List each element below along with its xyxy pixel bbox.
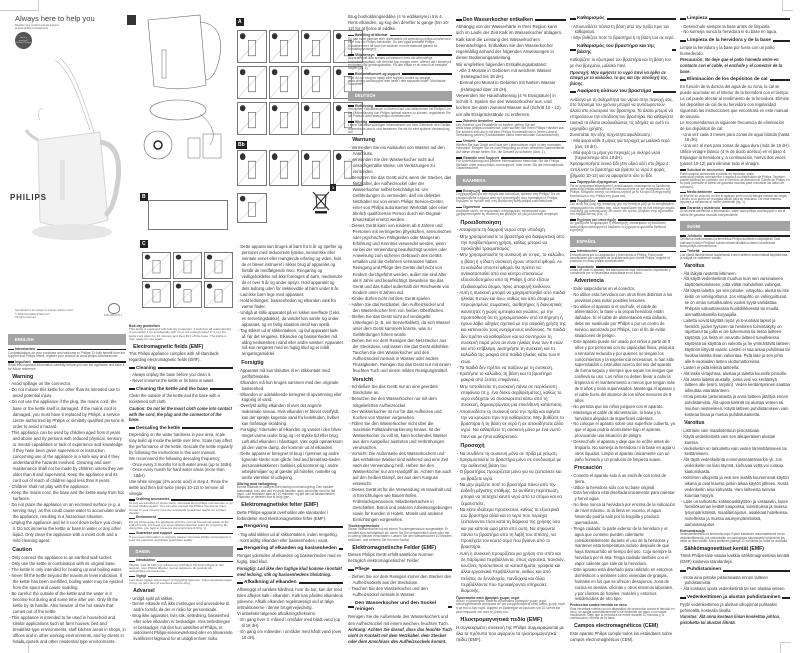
small-print: Congratulations on your purchase and welcome to Philips! To fully benefit from the support that Philips offers, register your product at www.philips.com/welcome. — [8, 350, 126, 359]
small-print: Herzlichen Glückwunsch zu Ihrem Kauf und willkommen bei Philips! Um die Unterstützung von Philips optimal nutzen zu können, registrieren Sie Ihr Produkt unter www.philips.com/welcome. — [348, 107, 451, 119]
small-print: Συγχαρητήρια για την αγορά σας και καλώς ορίσατε στη Philips! Για να επωφεληθείτε πλήρως από την υποστήριξη που προσφέρει η Philips, δηλώστε το προϊόν σας στη διεύθυνση www.philips.com/welcome. — [456, 192, 560, 204]
list-item: - Apparatet må kun tilsluttes til en stikkontakt med jordforbindelse. — [237, 368, 343, 380]
list-item: - Desenchufe siempre la base antes de limpiarla. — [680, 24, 790, 30]
list-item: - Μην χρησιμοποιείτε το βραστήρα για διαφορετική από την προβλεπόμενη χρήση, καθώς μπορεί να προκληθεί τραυματισμός. — [456, 234, 566, 253]
paragraph: Η συγκεκριμένη συσκευή της Philips συμμορφώνεται με όλα τα πρότυπα που αφορούν τα ηλεκτρομαγνητικά πεδία (EMF). — [456, 624, 564, 643]
list-item: - Mantenga el cable de alimentación, la base y la hervidora alejados de superficies calientes. — [570, 410, 676, 422]
list-item: - Να είστε ιδιαίτερα προσεκτικοί, καθώς τα εξωτερικά του βραστήρα αλλά και το νερό που περιέχει ζεσταίνονται τόσο κατά τη διάρκεια της χρήσης όσο και για κάποια ώρα μετά από αυτή. Να σηκώνετε πάντα το βραστήρα από τη λαβή του. Επίσης, να προσέχετε τον καυτό ατμό που βγαίνει από το βραστήρα. — [456, 507, 566, 551]
usage-step-pictogram — [301, 102, 331, 135]
list-item: - Brug ikke apparatet, hvis stik, netledning, basisenhed eller selve elkanden er beskadiget. Hvis netledningen er beskadiget, må den kun udskiftes af Philips, et autoriseret Philips-serviceværksted eller en tilsvarende kvalificeret fagmand for at undgå enhver risiko. — [129, 613, 233, 642]
caution-note: Varoitus: Älä anna kostean liinan koskettaa johtoa, pistoketta tai alustan liitintä. — [680, 614, 780, 626]
list-item: - Do not place the appliance on an enclosed surface (e.g. a serving tray), as this could cause water to accumulate under the appliance, resulting in a hazardous situation. — [8, 502, 126, 520]
list-item: - Dette apparat er beregnet til brug i hjemmet og andre lignende steder som gårde, bed and breakfast-steder, personalekøkkener i butikker, på kontorer og i andre arbejdsmiljøer og af gæster på hoteller, moteller og andre værelser til udlejning. — [237, 451, 343, 481]
list-item: - Utilice la hervidora sólo con su base original. — [570, 485, 676, 491]
language-header: ESPAÑOL — [570, 236, 676, 247]
paragraph: Brug husholdningseddike (4 % eddikesyre) i trin 4. Rens elkanden, og kog den derefter to gange (trin 10-12) for at fjerne al eddike. — [348, 14, 450, 32]
philips-shield-icon — [108, 303, 120, 314]
doc-code: 4222.005.0175.1 — [104, 314, 122, 317]
section-heading: Eliminación de los depósitos de cal — [680, 77, 790, 83]
subheading: Ηλεκτρομαγνητικά πεδία (EMF) — [460, 616, 543, 623]
subheading: Electromagnetic fields (EMF) — [133, 343, 204, 350]
section-heading: Limpieza de la hervidora y de la base — [680, 38, 790, 44]
section-heading-small: Εισαγωγή — [456, 189, 566, 193]
small-heading: Kiehumissuoja — [680, 529, 705, 534]
small-print: Für Unterstützung und weitere Informationen besuchen Sie die Philips Website unter www.philips.com/support, oder lesen Sie die internationale Garantieschrift. — [456, 159, 564, 171]
paragraph: Abhängig von der Wasserhärte in Ihrer Region kann sich im Laufe der Zeit Kalk im Wasserkocher ablagern. Kalk kann die Leistung des Wasserkochers beeinträchtigen. Entkalken Sie den Wasserkocher regelmäßig anhand der folgenden Anweisungen in dieser Bedienungsanleitung. — [456, 24, 563, 61]
list-item: - Tenga cuidado: la parte exterior de la hervidora y el agua que contiene pueden calentarse considerablemente durante el uso de la hervidora y mantener esta temperatura incluso después de que haya transcurrido un tiempo del uso. Coja siempre la hervidora por el asa. Tenga cuidado también con el vapor caliente que sale de la hervidora. — [570, 526, 676, 567]
descaling-step-pictogram — [269, 150, 299, 186]
section-heading-small: Einführung — [348, 104, 452, 108]
list-item: - Forsigtig: Ydersiden af elkanden og vandet i den bliver meget varme under brug og i et stykke tid efter brug. Løft altid elkanden i håndtaget. Vær også opmærksom på den varme damp, der kommer ud af elkanden. — [237, 427, 343, 451]
usage-step-pictogram — [269, 30, 299, 63]
section-heading: Den Wasserkocher und den Sockel reinigen — [348, 601, 452, 614]
paragraph: Clean the outside of the kettle and the base with a moistened soft cloth. — [129, 393, 220, 405]
usage-step-pictogram — [269, 102, 299, 135]
paragraph: Καθαρίζετε το εξωτερικό του βραστήρα και τη βάση του με ένα βρεγμένο, μαλακό πανί. — [570, 56, 671, 68]
crop-mark — [28, 0, 39, 11]
list-item: - Dette apparat kan bruges af børn fra 8 år og opefter og personer med reducerede fysiske, sensoriske eller mentale evner eller manglende erfaring og viden, hvis de er blevet instrueret i sikker brug af apparatet og forstår de medfølgende risici. Rengøring og vedligeholdelse må ikke foretages af børn, medmindre de er over 8 år og under opsyn. Hold apparatet og dets ledning uden for rækkevidde af børn under 8 år. — [237, 244, 343, 292]
small-print: Um Zubehör und Ersatzteile zu kaufen, gehen Sie auf www.shop.philips.com/service, oder suchen Sie Ihren Philips Händler auf. Sie können sich auch mit dem Philips Kundendienst in Ihrem Land in Verbindung setzen (Kontaktdaten siehe internationale Garantieschrift). — [456, 122, 565, 138]
section-heading-small: Garantía y asistencia — [680, 206, 790, 210]
language-header: ENGLISH — [8, 334, 126, 345]
column-dansk-deutsch — [348, 14, 452, 646]
list-item: - No llene nunca la hervidora por encima de la indicación de nivel máximo. Si la llena en exceso, el agua hirviendo podría salir por la boquilla y producir quemaduras. — [570, 502, 676, 526]
section-heading: Vedenkeittimen ja alustan puhdistaminen — [680, 595, 790, 601]
section-heading-small: Important — [8, 360, 126, 364]
figure-label-1: 1 — [332, 185, 335, 190]
subheading: Προειδοποίηση — [460, 219, 502, 226]
list-item: - Benutzen Sie das Gerät nicht, wenn der Stecker, das Netzkabel, der Aufheizsockel oder der Wasserkocher selbst beschädigt ist. Um Gefährdungen zu vermeiden, darf ein defektes Netzkabel nur von einem Philips Service-Center, einer von Philips autorisierten Werkstatt oder einer ähnlich qualifizierten Person durch ein Original-Ersatzkabel ersetzt werden. — [348, 175, 452, 223]
section-heading-small: Σημαντικό — [456, 205, 566, 209]
paragraph: Reinigen Sie die Außenseite des Wasserkochers und den Aufheizsockel mit einem weichen, feuchten Tuch. — [348, 614, 449, 626]
small-print: Al final de su vida útil, no tire el aparato junto con la basura normal del hogar. Llévelo a un punto de recogida oficial para su reciclado. De esta manera, ayudará a conservar el medio ambiente (fig. 1). — [680, 193, 788, 205]
list-item: - Κρατήστε το καλώδιο, τη βάση και το βραστήρα μακριά από ζεστές επιφάνειες. — [456, 371, 566, 384]
small-print: To buy accessories or spare parts, visit www.shop.philips.com/service or go to your Philips dealer. You can also contact the Philips Consumer Care Center in your country (see the worldwide guarantee leaflet for contact details). — [129, 501, 233, 515]
column-espanol-suomi — [680, 14, 790, 627]
list-item: - This appliance can be used by children aged from 8 years and above and by persons with reduced physical, sensory or mental capabilities or lack of experience and knowledge if they have been given supervision or instruction concerning use of the appliance in a safe way and if they understand the hazards involved. Cleaning and user maintenance shall not be made by children unless they are older than 8 and supervised. Keep the appliance and its cord out of reach of children aged less than 8 years. — [8, 430, 126, 484]
list-item: - Children shall not play with the appliance. — [8, 484, 126, 490]
subheading: Caution — [12, 546, 32, 553]
section-heading-small: Περιβάλλον — [570, 199, 676, 203]
list-item: - This appliance is intended to be used in household and similar applications such as farm houses, bed and breakfast-type environments, staff kitchen areas in shops, in offices and in other working environments, and by clients in hotels, motels and other residential type environments. — [8, 615, 126, 645]
spec-line: © 2016 Koninklijke Philips N.V. — [15, 312, 51, 316]
list-item: - Avoid spillage on the connector. — [8, 381, 126, 387]
list-item: - Αποφύγετε τη διαρροή νερού στην υποδοχή. — [456, 227, 566, 233]
paragraph: Ανάλογα με τη σκληρότητα του νερού στην περιοχή σας, στο πέρασμα του χρόνου μπορεί να συσσωρευτούν άλατα στο εσωτερικό του βραστήρα. Τα άλατα μπορεί να επηρεάσουν την απόδοση του βραστήρα. Να καθαρίζετε τακτικά τα άλατα ακολουθώντας τις οδηγίες σε αυτό το εγχειρίδιο χρήσης. — [570, 96, 674, 131]
list-item: - Vermeiden Sie ein Auslaufen von Wasser auf den Anschluss. — [348, 145, 452, 157]
list-item: - Unplug the appliance and let it cool down before you clean it. Do not immerse the kettle or base in water or any other liquid. Only clean the appliance with a moist cloth and a mild cleaning agent. — [8, 520, 126, 544]
subheading: Warnung — [352, 137, 376, 144]
list-item: - En gang om måneden i områder med hårdt vand (over 18 dH). — [237, 629, 343, 641]
subheading: Vorsicht — [352, 376, 374, 383]
paragraph: Depending on the water hardness in your area, scale may build up inside the kettle over time. Scale may affect the performance of the kettle. Descale the kettle regularly by following the instructions in this user manual. — [129, 432, 233, 455]
setup-step-pictogram — [204, 281, 233, 308]
list-item: - Once every month for hard water areas (more than 18dH). — [129, 467, 233, 479]
help-badge[interactable] — [15, 32, 32, 49]
list-item: - Käytä vedenkeitintä vain sen alkuperäisen alustan kanssa. — [680, 434, 790, 446]
list-item: - Undgå spild på stikket. — [129, 596, 233, 602]
caution-note: Achtung: Achten Sie darauf, dass das feuchte Tuch nicht in Kontakt mit dem Netzkabel, dem Stecker oder dem Anschluss des Aufheizsockels kommt. — [348, 627, 452, 645]
paragraph: Vi anbefaler følgende afkalkningsfrekvens: — [237, 611, 316, 617]
small-print: Lesen Sie diese wichtigen Informationen vor dem Gebrauch des Geräts aufmerksam durch, und bewahren Sie sie für eine spätere Verwendung auf. — [348, 123, 450, 135]
paragraph: Le recomendamos la siguiente frecuencia de eliminación de los depósitos de cal: — [680, 119, 785, 131]
list-item: - Esta hervidora está diseñada únicamente para calentar y hervir agua. — [570, 490, 676, 502]
paragraph: Utilice vinagre blanco (4 % de ácido acético) en el paso 4. Enjuague la hervidora y, a continuación, hierva dos veces (pasos 10-12) para eliminar todo el vinagre. — [680, 149, 787, 166]
list-item: - Do not use the appliance if the plug, the mains cord, the base or the kettle itself is damaged. If the mains cord is damaged, you must have it replaced by Philips, a service centre authorized by Philips or similarly qualified persons in order to avoid a hazard. — [8, 399, 126, 429]
small-heading: Boil-dry protection — [129, 324, 160, 329]
small-print: Διαβάστε αυτές τις σημαντικές πληροφορίες προσεκτικά πριν χρησιμοποιήσετε τη συσκευή και φυλάξτε τις για μελλοντική αναφορά. — [456, 208, 559, 217]
list-item: - Ziehen Sie vor dem Reinigen immer den Stecker des Aufheizsockels aus der Steckdose. — [348, 574, 452, 586]
small-print: Tillykke med dit køb, og velkommen til Philips! Få fuldt udbytte af den support, som Philips tilbyder, ved at registrere dit produkt på www.philips.com/welcome. — [129, 562, 225, 574]
list-item: - Laite on tarkoitettu kotitalouskäyttöön ja vastaaviin, kuten henkilökunnan keittiöt kaupoissa, toimistoissa ja muissa työympäristöissä, maatilamajoitus, asiakkaat hotelleissa, motelleissa ja muissa asuinympäristöissä, aamiaismajoitus. — [680, 499, 790, 528]
column-english-dansk — [129, 323, 233, 642]
section-heading: Cleaning — [129, 365, 233, 371]
section-heading-small: Introduction — [8, 347, 126, 351]
list-item: - Einmal pro Monat in Gebieten mit hartem Wasser (Härtegrad über 18 dH). — [456, 80, 566, 93]
list-item: - Μην βυθίζετε ποτέ το βραστήρα ή τη βάση του σε νερό. — [570, 35, 676, 41]
list-item: - No utilice esta hervidora con otros fines distintos a los previstos para evitar posibles lesiones. — [570, 292, 676, 304]
small-print: Do not throw away the appliance with the normal household waste at the end of its life, but hand it in at an official collection point for recycling. By doing this, you help to preserve the environment (Fig. 1). — [129, 519, 229, 531]
list-item: - Overfyld aldrig elkanden til over det angivne maksimale niveau. Hvis elkanden er blevet overfyldt, kan der sprøjte kogende vand fra kedeltuden, hvilket kan forårsage skoldning. — [237, 403, 343, 427]
caution-note: Προσοχή: Μην αφήσετε το υγρό πανί να έρθει σε επαφή με το καλώδιο, το φις και την υποδοχή της βάσης. — [570, 69, 667, 87]
figure-label-b: B — [142, 194, 146, 200]
small-print: Για να αγοράσετε εξαρτήματα ή ανταλλακτικά, επισκεφτείτε τη διεύθυνση www.shop.philips.com/service ή επικοινωνήστε με τον αντιπρόσωπο της Philips. Μπορείτε επίσης να επικοινωνήσετε με το Κέντρο Εξυπηρέτησης Καταναλωτών της Philips στη χώρα σας. — [570, 183, 672, 198]
small-print: Lue nämä tärkeät tiedot huolellisesti ennen laitteen ensimmäistä käyttökertaa ja säilytä ne vastaisen varalle. — [680, 252, 788, 261]
caution-note: Precaución: No deje que el paño húmedo entre en contacto con el cable, el enchufe y el conector de la base. — [680, 57, 783, 75]
paragraph: Este aparato Philips cumple todos los estándares sobre campos electromagnéticos (CEM). — [570, 630, 673, 642]
list-item: - Αποσυνδέστε τη συσκευή από την πρίζα και αφήστε την να κρυώσει πριν την καθαρίσετε. Μην βυθίζετε το βραστήρα ή τη βάση σε νερό ή σε οποιοδήποτε άλλο υγρό. Να καθαρίζετε τη συσκευή μόνο με ένα νωπό πανί και με ήπιο καθαριστικό. — [456, 409, 566, 440]
list-item: - Desenchufe el aparato y deje que se enfríe antes de limpiarlo. No sumerja la hervidora ni la base en agua u otros líquidos. Limpie el aparato únicamente con un paño húmedo y un producto de limpieza suave. — [570, 439, 676, 463]
list-item: - Tauchen Sie den Wasserkocher und den Aufheizsockel niemals in Wasser. — [348, 586, 452, 598]
caution-note: Caution: Do not let the moist cloth come into contact with the cord, the plug and the connector of the base. — [129, 405, 233, 423]
list-item: - Älä laske virtajohtoa, alustaa ja laitetta kuumille pinnoille. — [680, 371, 790, 377]
section-heading-small: Bestilling af tilbehør — [348, 33, 452, 37]
list-item: - Τα παιδιά δεν πρέπει να παίζουν με τη συσκευή. — [456, 365, 566, 371]
list-item: - Only connect the appliance to an earthed wall socket. — [8, 555, 126, 561]
usage-step-pictogram — [237, 66, 267, 99]
small-print: Para comprar accesorios o piezas de repuesto, visite www.shop.philips.com/service o acuda a su distribuidor de Philips. También puede ponerse en contacto con el Servicio de Atención al Cliente de Philips en su país (consulte el folleto de garantía mundial para encontrar los datos de contacto). — [680, 171, 790, 189]
list-item: - Vedenkeitin on tarkoitettu vain veden lämmittämiseen tai keittämiseen. — [680, 446, 790, 458]
subheading: Advarsel — [133, 588, 155, 595]
list-item: - Irrota pistoke pistorasiasta ja anna laitteen jäähtyä ennen puhdistamista. Älä upota keitintä tai alustaa veteen tai muuhun nesteeseen. Käytä laitteen puhdistamiseen vain kosteaa liinaa ja mietoa puhdistusainetta. — [680, 394, 790, 418]
list-item: - Dieses Gerät kann von Kindern ab 8 Jahren und Personen mit verringerten physischen, sensorischen oder psychischen Fähigkeiten oder Mangel an Erfahrung und Kenntnis verwendet werden, wenn sie bei der Verwendung beaufsichtigt wurden oder Anweisung zum sicheren Gebrauch des Geräts erhalten und die Gefahren verstanden haben. Reinigung und Pflege des Geräts darf nicht von Kindern durchgeführt werden, außer Sie sind älter als 8 Jahre und beaufsichtigt. Bewahren Sie das Gerät und das Kabel außerhalb der Reichweite von Kindern unter 8 Jahren auf. — [348, 223, 452, 295]
usage-step-pictogram — [301, 66, 331, 99]
setup-step-pictogram — [142, 281, 171, 308]
list-item: - En gang hver 3. måned i områder med blødt vand (op til 18 dH). — [237, 617, 343, 629]
subheading: Varoitus — [684, 420, 705, 427]
small-print: Denne elkande er udstyret med sikring mod tørkogning: Den slukker automatisk, hvis den ved et uheld tændes uden vand eller med for lidt vand. Lad elkanden køle af i 10 minutter, og løft den af basisenheden. Elkanden er derefter klar til brug igen. — [237, 485, 336, 500]
list-item: - Este aparato puede ser usado por niños a partir de 8 años y por personas con su capacidad física, psíquica o sensorial reducida y por quienes no tengan los conocimientos y la experiencia necesarios, si han sido supervisados o instruidos acerca del uso del aparato de forma segura y siempre que sepan los riesgos que conlleva su uso. Los niños no deben llevar a cabo la limpieza ni el mantenimiento a menos que tengan más de 8 años y sean supervisados. Mantenga el aparato y el cable fuera del alcance de los niños menores de 8 años. — [570, 339, 676, 404]
setup-step-pictogram — [173, 281, 202, 308]
small-print: This kettle is equipped with boil-dry protection: it switches off automatically if you switch it on accidentally with no or not enough water in it. Let the kettle cool down for 10 minutes and then lift it off the base. The kettle is then ready for use again. — [129, 327, 232, 341]
small-print: Antes de usar el aparato, lea atentamente esta información importante y consérvela por si necesitara consultarla en el futuro. — [570, 268, 671, 276]
section-heading-small: Guarantee and support — [129, 532, 233, 536]
section-heading: Αφαίρεση αλάτων του βραστήρα — [570, 89, 676, 95]
paragraph: Afhængigt af vandets hårdhed, hvor du bor, kan der med tiden aflejres kalk i elkanden. Kalk kan påvirke elkandens ydeevne. Afkalk elkanden regelmæssigt ved at følge instruktionerne i denne brugervejledning. — [237, 587, 343, 611]
list-item: - Be careful: the outside of the kettle and the water in it become hot during and some time after use. Only lift the kettle by its handle. Also beware of the hot steam that comes out of the kettle. — [8, 591, 126, 615]
list-item: - Lasten ei pidä leikkiä laitteella. — [680, 365, 790, 371]
kettle-photo — [10, 50, 130, 260]
section-heading-small: Εγγύηση και υποστήριξη — [570, 218, 676, 222]
section-heading-small: Ordering accessories — [129, 498, 233, 502]
spec-line: All rights reserved. — [15, 316, 37, 320]
section-heading-small: Zubehör bestellen — [456, 119, 566, 123]
crop-mark — [782, 0, 793, 11]
list-item: - Alle 3 Monate in Gebieten mit weichem Wasser (Härtegrad bis 18 dH). — [456, 68, 566, 81]
section-heading-small: Introducción — [570, 249, 676, 253]
section-heading: Limpieza — [680, 16, 790, 22]
list-item: - Ο βραστήρας προορίζεται μόνο για να ζεσταίνετε και να βράζετε νερό. — [456, 469, 566, 482]
list-item: - No coloque el aparato sobre una superficie cubierta, ya que el agua podría acumularse bajo el aparato, provocando una situación de peligro. — [570, 421, 676, 439]
list-item: - No utilice el aparato si el enchufe, el cable de alimentación, la base o la propia hervidora están dañados. Si el cable de alimentación está dañado, debe ser sustituido por Philips o por un centro de servicio autorizado por Philips, con el fin de evitar situaciones de peligro. — [570, 304, 676, 339]
small-heading: Προστασία από βρασμό χωρίς νερό — [456, 595, 520, 600]
list-item: - Stellen Sie das Gerät nicht auf versiegelte Unterlagen (z. B. ein Serviertablett), da sich Wasser unter dem Gerät sammeln könnte, was zu Gefährdungen führen würde. — [348, 314, 452, 338]
list-item: - Μία φορά κάθε 3 μήνες για περιοχές με μαλακό νερό (έως 18 dH). — [570, 138, 676, 150]
crop-mark — [780, 642, 791, 653]
usage-step-pictogram — [237, 30, 267, 63]
subheading: Warning — [12, 373, 34, 380]
paragraph: We recommend the following descaling frequency: — [129, 455, 221, 461]
list-item: - Liitä laite vain maadoitettuun pistorasiaan. — [680, 428, 790, 434]
setup-step-pictogram — [173, 252, 202, 279]
subheading: Προσοχή — [460, 442, 485, 449]
paragraph: Tämä Philips-laite vastaa kaikkia sähkömagneettisia kenttiä (EMF) koskevia standardeja. — [680, 553, 790, 565]
small-print: Esta hervidora cuenta con un dispositivo de protección contra el hervido en seco: se apaga automáticamente si se enciende sin agua o con agua insuficiente. Deje que la hervidora se enfríe durante 10 minutos y, a continuación, retírela de la base. — [570, 606, 675, 621]
list-item: - Undgå at stille apparatet på en lukket overflade (f.eks. en serveringsbakke), da vandet kan samle sig under apparatet, og en farlig situation deraf kan opstå. — [237, 310, 343, 328]
subheading: Sähkömagneettiset kentät (EMF) — [684, 545, 765, 552]
list-item: - Lad ikke børn lege med apparatet. — [237, 292, 343, 298]
paragraph: Pyyhi vedenkeittimen ja alustan ulkopinnat puhtaaksi pehmeällä, kostealla liinalla. — [680, 601, 777, 613]
philips-logo: PHILIPS — [10, 193, 47, 202]
small-print: If you need information or support, please visit www.philips.com/support or read the separate worldwide guarantee leaflet. — [129, 535, 232, 543]
descaling-step-pictogram — [237, 150, 267, 186]
small-print: Read this important information carefully before you use the appliance and save it for future reference. — [8, 363, 125, 371]
subheading: Elektromagnetische Felder (EMF) — [352, 544, 437, 551]
language-header: DANSK — [129, 546, 233, 557]
small-print: Στο τέλος της ζωής της συσκευής μην την πετάξετε μαζί με τα συνηθισμένα απορρίμματα του σπιτιού σας, αλλά παραδώστε την σε ένα επίσημο σημείο συλλογής για ανακύκλωση. Με αυτόν τον τρόπο, βοηθάτε στην προστασία του περιβάλλοντος (Εικ. 1). — [570, 202, 675, 217]
subheading: Varoitus — [684, 262, 705, 269]
paragraph: Συνιστάται την εξής συχνότητα αφαλάτωσης: — [570, 131, 652, 137]
list-item: - Χρησιμοποιείτε το βραστήρα μόνο σε συνδυασμό με την αυθεντική βάση του. — [456, 457, 566, 470]
list-item: - Αποσυνδέετε πάντα τη βάση από την πρίζα πριν τον καθαρισμό. — [570, 24, 676, 36]
list-item: - Schließen Sie das Gerät nur an eine geerdete Steckdose an. — [348, 384, 452, 396]
figure-label-a: A — [238, 19, 242, 25]
section-heading-small: Solicitud de accesorios — [680, 168, 790, 172]
section-heading-small: Importante — [570, 265, 676, 269]
small-print: Si necesita asistencia o información, visite www.philips.com/support o lea el folleto de garantía mundial independiente. — [680, 209, 786, 217]
list-item: - Älä koskaan upota vedenkeitintä tai sen alustaa veteen. — [680, 586, 790, 592]
list-item: - Vorsicht: Die Außenseite des Wasserkochers und das enthaltene Wasser sind während und eine Zeit nach der Verwendung heiß. Heben Sie den Wasserkocher nur am Handgriff an. Achten Sie auch auf den heißen Dampf, der aus dem Ausguss entweicht. — [348, 451, 452, 487]
paragraph: Χρησιμοποιήστε λευκό ξίδι (4% οξικό οξύ) στο βήμα 4. Ξεπλύνετε το βραστήρα και βράστε το νερό 2 φορές (βήματα 10-12) για να αφαιρέσετε όλο το ξίδι. — [570, 161, 670, 179]
caution-note: Forsigtig: Lad ikke den fugtige klud komme i kontakt med ledning, stik og basisenhedens tilslutning. — [237, 565, 342, 577]
list-item: - Ziehen Sie vor dem Reinigen den Netzstecker aus der Steckdose, und lassen Sie das Gerät abkühlen. Tauchen Sie den Wasserkocher und den Aufheizsockel niemals in Wasser oder andere Flüssigkeiten. Reinigen Sie das Gerät nur mit einem feuchten Tuch und einem milden Reinigungsmittel. — [348, 338, 452, 374]
section-heading-small: Wichtig — [348, 120, 452, 124]
subheading: Campos electromagnéticos (CEM) — [574, 623, 659, 630]
list-item: - Elkanden er udelukkende beregnet til opvarmning eller kogning af vand. — [237, 392, 343, 404]
list-item: - Keep the mains cord, the base and the kettle away from hot surfaces. — [8, 490, 126, 502]
paragraph: Rengør ydersiden af elkanden og basisenheden med en fugtig, blød klud. — [237, 553, 342, 565]
paragraph: This Philips appliance complies with all standards regarding electromagnetic fields (EMF). — [129, 351, 219, 363]
list-item: - Να συνδέετε τη συσκευή μόνο σε πρίζα με γείωση. — [456, 451, 566, 457]
list-item: - Μία φορά το μήνα για περιοχές με σκληρό νερό (περισσότερο από 18 dH). — [570, 150, 676, 162]
crop-mark — [0, 10, 28, 11]
list-item: - Evite salpicaduras en el conector. — [570, 286, 676, 292]
list-item: - Älä täytä vedenkeitintä enimmäismäärämerkin yli. Jos vedenkeitin on liian täynnä, kiehuvaa vettä voi roiskua kaatonokasta. — [680, 457, 790, 475]
small-print: Læs disse vigtige oplysninger omhyggeligt igennem, inden apparatet tages i brug, og gem dem til eventuelt senere brug. — [129, 578, 233, 586]
figure-label-bb: Bb — [238, 142, 245, 148]
section-heading: Descaling the kettle — [129, 425, 233, 431]
usage-step-pictogram — [301, 30, 331, 63]
cover-subtitle: Register your product and get support at www.philips.com/welcome — [15, 24, 59, 31]
cover-title: Always here to help you — [15, 14, 95, 23]
list-item: - Kom aldrig elkanden eller basisenheden i vand. — [237, 538, 343, 544]
figure-label-c: C — [142, 241, 146, 247]
small-print: Dieser Wasserkocher ist mit einem Trockengehschutz ausgestattet: Er schaltet sich automatisch ab, wenn Sie ihn versehentlich ohne oder mit zu wenig Wasser einschalten. Lassen Sie den Wasserkocher 10 Minuten abkühlen, und nehmen Sie ihn vom Sockel. — [348, 527, 452, 542]
small-print: Αν χρειάζεστε πληροφορίες ή υποστήριξη, επισκεφτείτε τη διεύθυνση www.philips.com/support ή διαβάστε το ξεχωριστό φυλλάδιο διεθνούς εγγύησης. — [570, 221, 667, 232]
list-item: - Keittimen ulkopinta ja vesi sen sisällä kuumenevat käytön aikana ja ovat kuumia jonkin aikaa käytön jälkeen. Nosta vedenkeitin aina kahvasta. Varo laitteesta tulevaa kuumaa höyryä. — [680, 475, 790, 499]
subheading: Precaución — [574, 465, 603, 472]
list-item: - Älä läikytä nestettä liittimeen. — [680, 271, 790, 277]
section-heading: Pflege — [348, 567, 452, 573]
small-heading: Protección contra hervido en seco — [570, 603, 627, 608]
list-item: - Füllen Sie den Wasserkocher nicht über die maximale Füllstandsmarkierung hinaus. Ist der Wasserkocher zu voll ist, kann kochendes Wasser aus dem Ausgießer austreten und Verbrühungen verursachen. — [348, 421, 452, 451]
small-heading: Sikring mod tørkogning — [237, 482, 277, 487]
list-item: - Denne elkande må ikke misbruges ved anvendelse til andre formål, da der er risiko for personskade. — [129, 601, 233, 613]
section-heading: Rengøring af elkanden og basisenheden — [237, 546, 343, 552]
list-item: - Kinder dürfen nicht mit dem Gerät spielen. — [348, 296, 452, 302]
list-item: - Laitetta voivat käyttää myös yli 8-vuotiaat lapset ja henkilöt, joiden fyysinen tai henkinen toimintakyky on rajoittunut tai joilla ei ole kokemusta tai tietoa laitteen käytöstä, jos heitä on neuvottu laitteen turvallisessa käytössä tai käyttöä on valvottu ja he ymmärtävät laitteen käyttöön liittyvät vaarat. Lasten ei saa antaa puhdistaa tai huoltaa laitetta ilman valvontaa. Pidä laite ja sen johto alle 8-vuotiaiden lasten ulottumattomissa. — [680, 318, 790, 365]
list-item: - Conecte el aparato solo a un enchufe con toma de tierra. — [570, 473, 676, 485]
list-item: - Una vez cada 3 meses para zonas de agua blanda (hasta 18 dH). — [680, 132, 790, 144]
list-item: - Der Wasserkocher ist nur für das Aufheizen und Kochen von Wasser vorgesehen. — [348, 409, 452, 421]
section-heading-small: Παραγγελία εξαρτημάτων — [570, 180, 676, 184]
list-item: - Hold ledningen, basisenheden og elkanden væk fra varme flader. — [237, 298, 343, 310]
package-contents-figure — [148, 200, 228, 230]
small-print: Αυτός ο βραστήρας διαθέτει προστασία βρασμού χωρίς νερό: απενεργοποιείται αυτόματα αν τον ενεργοποιήσετε κατά λάθος χωρίς νερό ή με πολύ λίγο νερό. Αφήστε το βραστήρα να κρυώσει για 10 λεπτά και μετά σηκώστε τον από τη βάση του. — [456, 598, 565, 614]
subheading: Advertencia — [574, 278, 604, 285]
setup-step-pictogram — [142, 252, 171, 279]
section-heading: Καθαρισμός — [570, 16, 676, 22]
paragraph: Wir empfehlen folgenden Entkalkungsabstand: — [456, 61, 547, 67]
list-item: - The kettle is only intended for heating up and boiling water. — [8, 567, 126, 573]
kettle-line-drawing — [140, 10, 235, 175]
list-item: - Only use the kettle in combination with its original base. — [8, 561, 126, 567]
section-heading-small: Umwelt — [456, 139, 566, 143]
language-header: SUOMI — [680, 221, 790, 232]
small-print: Apparatet må ikke smides ud sammen med det almindelige husholdningsaffald, når det ikke kan bruges mere. Aflever det i stedet på en kommunal genbrugsstation. På den måde er du med til at beskytte miljøet (fig. 1). — [348, 56, 452, 71]
small-heading: Trockengehschutz — [348, 524, 380, 529]
section-heading: Puhdistaminen — [680, 567, 790, 573]
section-heading: Den Wasserkocher entkalken — [456, 17, 566, 24]
list-item: - Este aparato está diseñado para utilizarlo en entornos domésticos o similares como viviendas de granjas, hostales en los que se ofrecen desayunos, zona de cocina en tiendas, oficinas y otros entornos laborales, y por clientes de hoteles, moteles y entornos residenciales de otro tipo. — [570, 567, 676, 602]
section-heading-small: Medio ambiente — [680, 190, 790, 194]
small-print: Enhorabuena por su adquisición y bienvenido a Philips. Para poder beneficiarse por completo de la asistencia que ofrece Philips, registre el producto en www.philips.com/welcome. — [570, 252, 670, 264]
small-print: Onnittelut hankinnastasi ja tervetuloa Philips-tuotteiden käyttäjäksi! Saat parhaan hyödyn Philipsin tuesta rekisteröimällä tuotteesi osoitteessa www.philips.com/welcome. — [680, 237, 781, 248]
list-item: - Dieses Gerät ist für die Verwendung im Haushalt und in Einrichtungen wie Bauernhöfen, Frühstückspensionen, Mitarbeiterküchen in Geschäften, Büros und anderen Arbeitsumgebungen sowie für Kunden in Hotels, Motels und anderen Einrichtungen vorgesehen. — [348, 487, 452, 523]
list-item: - Una vez al mes para zonas de agua dura (más de 18 dH). — [680, 143, 790, 149]
section-heading: Καθαρισμός του βραστήρα και της βάσης — [570, 44, 676, 56]
section-heading-small: Reklamationsret og support — [348, 72, 452, 76]
subheading: Forsigtig — [241, 360, 264, 367]
list-item: - Tag altid stikket ud af stikkontakten, inden rengøring. — [237, 532, 343, 538]
list-item: - Once every 3 months for soft water areas (up to 18dH). — [129, 462, 233, 468]
section-heading-small: Miljøhensyn — [348, 53, 452, 57]
section-heading-small: Environment — [129, 516, 233, 520]
section-heading-small: Tärkeää — [680, 249, 790, 253]
section-heading-small: Introduktion — [129, 559, 233, 563]
section-heading: Afkalkning af elkanden — [237, 580, 343, 586]
paragraph: Verwenden Sie Haushaltsessig (4 % Essigsäure) in Schritt 4. Spülen Sie den Wasserkocher aus, und kochen Sie dann zweimal Wasser auf (Schritt 10 - 12), um alle Essigrückstände zu entfernen. — [456, 92, 562, 117]
spec-line: Specifications are subject to change without notice — [15, 309, 74, 312]
list-item: - No sumerja nunca la hervidora ni su base en agua. — [680, 29, 790, 35]
list-item: - Irrota aina pistoke pistorasiasta ennen laitteen puhdistamista. — [680, 575, 790, 587]
spec-notice — [15, 309, 73, 320]
column-deutsch-greek — [456, 14, 566, 644]
paragraph: Use white vinegar (4% acetic acid) in step 4. Rinse the kettle and then boil twice (steps 10-12) to remove all vinegar. — [129, 479, 228, 496]
small-print: Werfen Sie das Gerät am Ende der Lebensdauer nicht in den normalen Hausmüll. Bringen Sie es zum Recycling zu einer offiziellen Sammelstelle. Auf diese Weise helfen Sie, die Umwelt zu schonen (Abb. 1). — [456, 142, 566, 154]
paragraph: En función de la dureza del agua de su zona, la cal se puede acumular en el interior de la hervidora con el tiempo. La cal puede afectar al rendimiento de la hervidora. Elimine los depósitos de cal de su hervidora con regularidad siguiendo las instrucciones que encontrará en este manual de usuario. — [680, 84, 790, 119]
list-item: - Αυτή η συσκευή προορίζεται για χρήση στο σπίτι και σε παρόμοια περιβάλλοντα, όπως αγροτικά, πανσιόν, κουζίνες προσωπικού σε καταστήματα, γραφεία και άλλα εργασιακά περιβάλλοντα, καθώς και από πελάτες σε ξενοδοχεία, πανδοχεία και άλλα περιβάλλοντα που προσφέρονται υπηρεσίες διαμονής. — [456, 551, 566, 595]
section-heading-small: Johdanto — [680, 234, 790, 238]
language-header: ΕΛΛΗΝΙΚΑ — [456, 175, 566, 186]
list-item: - No permita que los niños jueguen con el aparato. — [570, 404, 676, 410]
list-item: - Αυτή η συσκευή μπορεί να χρησιμοποιηθεί από παιδιά ηλικίας 8 ετών και άνω, καθώς και από άτομα με περιορισμένες σωματικές, αισθητήριες ή διανοητικές ικανότητες ή χωρίς εμπειρία και γνώσεις, με την προϋπόθεση ότι τη χρησιμοποιούν υπό επιτήρηση ή έχουν λάβει οδηγίες σχετικά με την ασφαλή χρήση της και κατανοούν τους ενεχόμενους κινδύνους. Τα παιδιά δεν πρέπει να καθαρίζουν και να συντηρούν τη συσκευή παρά μόνο αν είναι ηλικίας άνω των 8 ετών και υπό επίβλεψη. Διατηρήστε τη συσκευή και το καλώδιό της μακριά από παιδιά ηλικίας κάτω των 8 ετών. — [456, 290, 566, 365]
list-item: - Να μην γεμίζετε ποτέ το βραστήρα πάνω από την ένδειξη μέγιστης στάθμης. Σε αντίθετη περίπτωση, μπορεί να πεταχτεί καυτό νερό από το στόμιο και να ζεματιστείτε. — [456, 482, 566, 507]
list-item: - Älä käytä laitetta, jos sen pistoke, virtajohto, alusta tai itse keitin on vahingoittunut. Jos virtajohto on vahingoittunut, se on oman turvallisuutesi vuoksi syytä vaihdattaa Philipsin valtuuttamassa huoltoliikkeessä tai muulla ammattitaitoisella korjaajalla. — [680, 288, 790, 317]
list-item: - Μην τοποθετείτε τη συσκευή πάνω σε περίκλειστη επιφάνεια (π.χ. ένα δίσκο σερβιρίσματος), καθώς το νερό ενδέχεται να συσσωρευτεί κάτω από τη συσκευή, δημιουργώντας μια επικίνδυνη κατάσταση. — [456, 384, 566, 409]
paragraph: Dieses Philips Gerät erfüllt sämtliche Normen bezüglich elektromagnetischer Felder. — [348, 552, 434, 564]
usage-step-pictogram — [269, 66, 299, 99]
descaling-step-pictogram — [237, 193, 267, 223]
language-header: DEUTSCH — [348, 91, 452, 102]
descaling-step-pictogram — [301, 150, 331, 186]
recycle-bin-icon — [312, 190, 330, 214]
list-item: - Benutzen Sie den Wasserkocher nur mit dem mitgelieferten Aufheizsockel. — [348, 396, 452, 408]
column-dansk — [237, 244, 343, 641]
list-item: - Always unplug the base before you clean it. — [129, 372, 233, 378]
paragraph: Limpie la hervidora y la base por fuera con un paño humedecido. — [680, 44, 775, 56]
list-item: - Elkanden må kun bruges sammen med den originale basisenhed. — [237, 380, 343, 392]
list-item: - Halten Sie das Netzkabel, den Aufheizsockel und den Wasserkocher fern von heißen Oberflächen. — [348, 302, 452, 314]
list-item: - Älä käytä vedenkeitintä muuhun kuin sen varsinaiseen käyttötarkoitukseen, jotta vältät mahdolliset vahingot. — [680, 276, 790, 288]
section-heading-small: Garantie und Support — [456, 156, 566, 160]
list-item: - Μην χρησιμοποιείτε τη συσκευή αν το φις, το καλώδιο, η βάση ή η ίδια η συσκευή έχουν υποστεί φθορά. Αν το καλώδιο υποστεί φθορά, θα πρέπει να αντικατασταθεί από ένα κέντρο επισκευών εξουσιοδοτημένο από τη Philips ή από εξίσου εξειδικευμένα άτομα, προς αποφυγή κινδύνου. — [456, 252, 566, 290]
list-item: - Tag stikket ud af stikkontakten, og lad apparatet køle af, før det rengøres. Elkanden og basisenheden må aldrig nedsænkes i vand eller andre væsker. Apparatet må kun rengøres med en fugtig klud og et mildt rengøringsmiddel. — [237, 328, 343, 358]
column-greek-espanol — [570, 14, 676, 643]
paragraph: Dette Philips-apparat overholder alle standarder i forbindelse med elektromagnetiske felter (EMF). — [237, 510, 329, 521]
list-item: - Do not misuse this kettle for other than its intended use to avoid potential injury. — [8, 387, 126, 399]
section-heading: Cleaning the kettle and the base — [129, 386, 233, 392]
qr-code-icon — [127, 15, 136, 25]
small-print: Hvis du har brug for hjælp eller support, bedes du besøge www.philips.com/support eller læse i den separate folder "Worldwide Guarantee". — [348, 75, 446, 87]
usage-step-pictogram — [237, 102, 267, 135]
list-item: - Never fill the kettle beyond the maximum level indication. If the kettle has been overfilled, boiling water may be ejected from the spout and cause scalding. — [8, 573, 126, 591]
small-print: Vedenkeittimessä on kiehumissuoja: Kytkin katkaisee automaattisesti virran vedenkeittimestä, jos vedenkeitin on vahingossa käynnistetty tyhjänä tai jos vettä on liian vähän. Anna keittimen jäähtyä 10 minuuttia ja nosta se alustalta. — [680, 532, 788, 543]
small-print: Du kan købe tilbehør eller reservedele på www.shop.philips.com/service eller hos din Philips-forhandler. Du kan også kontakte Philips Kundeservice i dit land (se folderen om international garanti for kontaktoplysninger). — [348, 36, 451, 52]
subheading: Elektromagnetiske felter (EMF) — [241, 502, 319, 509]
list-item: - Älä aseta laitetta alustalle, jonka vesi voi kerääntyä laitteen alle (esim. tarjotin). Veden kerääntyminen saattaa aiheuttaa vaaratilanteen. — [680, 377, 790, 395]
list-item: - Never immerse the kettle or its base in water. — [129, 378, 233, 384]
column-english — [8, 330, 126, 645]
list-item: - Verwenden Sie den Wasserkocher nicht auf unsachgemäße Weise, um Verletzungen zu vermeiden. — [348, 157, 452, 175]
section-heading-small: Vigtigt — [129, 575, 233, 579]
setup-step-pictogram — [204, 252, 233, 279]
help-badge-text: Have a question? Contact Philips — [16, 37, 31, 45]
section-heading: Rengøring — [237, 524, 343, 530]
